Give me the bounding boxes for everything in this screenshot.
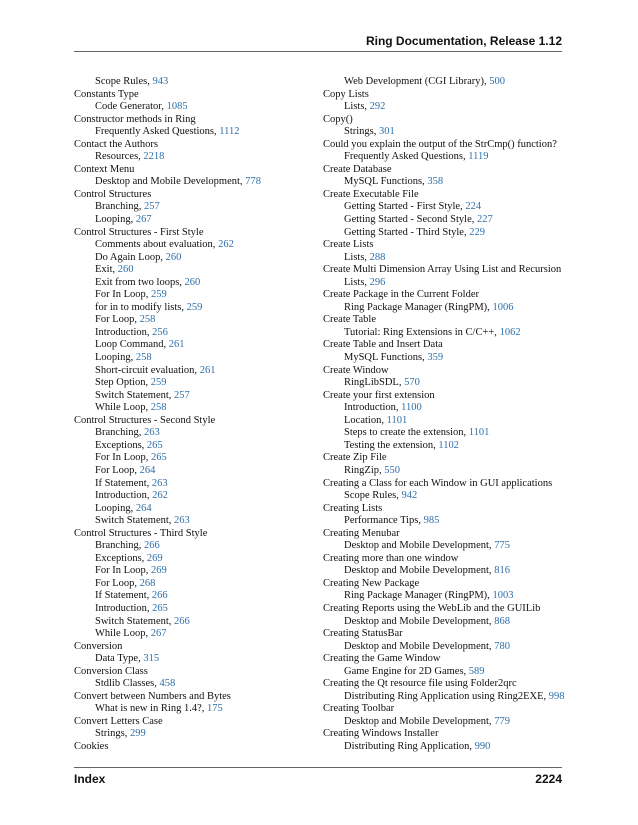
page-link[interactable]: 1100 bbox=[401, 402, 422, 414]
index-term: Exit, bbox=[95, 264, 118, 276]
index-term: Convert between Numbers and Bytes bbox=[74, 690, 231, 702]
index-term: Strings, bbox=[95, 728, 131, 740]
page-link[interactable]: 257 bbox=[174, 389, 190, 401]
index-term: Performance Tips, bbox=[344, 515, 424, 527]
index-entry bbox=[74, 139, 322, 152]
page-link[interactable]: 258 bbox=[150, 402, 167, 414]
index-subentry bbox=[74, 339, 322, 352]
index-term: Exceptions, bbox=[95, 439, 147, 451]
page-header-title: Ring Documentation, Release 1.12 bbox=[365, 34, 562, 48]
index-term: Ring Package Manager (RingPM), bbox=[344, 590, 493, 602]
index-entry bbox=[323, 365, 573, 378]
index-term: Code Generator, bbox=[95, 101, 167, 113]
index-term: MySQL Functions, bbox=[344, 176, 428, 188]
page-link[interactable]: 266 bbox=[144, 540, 160, 552]
index-term: Steps to create the extension, bbox=[344, 427, 469, 439]
index-subentry bbox=[74, 452, 322, 465]
index-term: Create Package in the Current Folder bbox=[323, 289, 479, 301]
index-subentry bbox=[74, 214, 322, 227]
index-entry bbox=[323, 553, 573, 566]
index-term: While Loop, bbox=[95, 402, 151, 414]
index-term: Location, bbox=[344, 414, 387, 426]
index-term: Looping, bbox=[95, 502, 136, 514]
page-link[interactable]: 2218 bbox=[143, 151, 165, 163]
index-entry bbox=[323, 452, 573, 465]
index-term: Desktop and Mobile Development, bbox=[344, 565, 495, 577]
page-link[interactable]: 570 bbox=[404, 377, 420, 389]
index-subentry bbox=[74, 176, 322, 189]
index-term: Lists, bbox=[344, 276, 370, 288]
index-term: Copy() bbox=[323, 113, 353, 125]
index-term: Create Database bbox=[323, 163, 392, 175]
page-link[interactable]: 1112 bbox=[219, 126, 240, 138]
index-term: Creating Menubar bbox=[323, 527, 400, 539]
page-link[interactable]: 267 bbox=[150, 628, 167, 640]
index-term: Frequently Asked Questions, bbox=[344, 151, 469, 163]
index-term: Control Structures bbox=[74, 188, 152, 200]
page-link[interactable]: 1101 bbox=[386, 414, 408, 426]
index-term: For In Loop, bbox=[95, 565, 151, 577]
page-link[interactable]: 266 bbox=[151, 590, 168, 602]
index-subentry bbox=[74, 76, 322, 89]
page-link[interactable]: 1102 bbox=[438, 439, 459, 451]
page-link[interactable]: 315 bbox=[143, 653, 160, 665]
index-term: Creating StatusBar bbox=[323, 628, 403, 640]
page-link[interactable]: 260 bbox=[184, 276, 201, 288]
index-term: Getting Started - Second Style, bbox=[344, 214, 477, 226]
index-subentry bbox=[323, 666, 573, 679]
index-entry bbox=[74, 528, 322, 541]
page-link[interactable]: 942 bbox=[401, 490, 418, 502]
index-subentry bbox=[74, 628, 322, 641]
index-term: Switch Statement, bbox=[95, 515, 175, 527]
page-link[interactable]: 224 bbox=[465, 201, 482, 213]
index-term: Creating Toolbar bbox=[323, 703, 395, 715]
index-term: Control Structures - Third Style bbox=[74, 527, 208, 539]
index-subentry bbox=[323, 741, 573, 754]
index-subentry bbox=[323, 327, 573, 340]
index-entry bbox=[323, 289, 573, 302]
page-link[interactable]: 268 bbox=[139, 577, 156, 589]
footer-section-label: Index bbox=[74, 772, 106, 786]
page-link[interactable]: 263 bbox=[151, 477, 168, 489]
index-term: Creating the Qt resource file using Folder2qrc bbox=[323, 678, 517, 690]
index-term: Looping, bbox=[95, 352, 136, 364]
index-subentry bbox=[74, 515, 322, 528]
index-term: Create Executable File bbox=[323, 188, 419, 200]
index-subentry bbox=[74, 101, 322, 114]
index-subentry bbox=[74, 314, 322, 327]
index-term: Stdlib Classes, bbox=[95, 678, 160, 690]
index-term: For Loop, bbox=[95, 577, 140, 589]
index-term: Desktop and Mobile Development, bbox=[95, 176, 246, 188]
index-term: Frequently Asked Questions, bbox=[95, 126, 220, 138]
index-term: While Loop, bbox=[95, 628, 151, 640]
page-link[interactable]: 256 bbox=[152, 326, 168, 338]
index-term: Create Multi Dimension Array Using List and Recursion bbox=[323, 264, 562, 276]
index-subentry bbox=[323, 214, 573, 227]
page-link[interactable]: 779 bbox=[494, 715, 510, 727]
page-link[interactable]: 259 bbox=[186, 301, 203, 313]
page-link[interactable]: 296 bbox=[369, 276, 386, 288]
index-term: Do Again Loop, bbox=[95, 251, 166, 263]
index-subentry bbox=[74, 503, 322, 516]
index-term: Creating more than one window bbox=[323, 552, 459, 564]
index-subentry bbox=[74, 590, 322, 603]
index-term: RingLibSDL, bbox=[344, 377, 405, 389]
footer-divider bbox=[74, 767, 562, 768]
index-entry bbox=[323, 264, 573, 277]
index-term: Creating Lists bbox=[323, 502, 383, 514]
index-term: Copy Lists bbox=[323, 88, 369, 100]
index-term: For In Loop, bbox=[95, 452, 151, 464]
index-entry bbox=[323, 578, 573, 591]
index-term: Scope Rules, bbox=[95, 76, 153, 87]
index-entry bbox=[323, 503, 573, 516]
page-link[interactable]: 1003 bbox=[492, 590, 514, 602]
index-term: Tutorial: Ring Extensions in C/C++, bbox=[344, 326, 500, 338]
index-subentry bbox=[323, 515, 573, 528]
index-term: Create Zip File bbox=[323, 452, 387, 464]
index-term: For Loop, bbox=[95, 464, 140, 476]
index-subentry bbox=[74, 151, 322, 164]
index-entry bbox=[323, 139, 573, 152]
index-term: Lists, bbox=[344, 101, 370, 113]
index-column-right bbox=[323, 76, 573, 754]
index-term: Create Lists bbox=[323, 239, 374, 251]
index-term: What is new in Ring 1.4?, bbox=[95, 703, 207, 715]
index-subentry bbox=[323, 151, 573, 164]
index-term: Resources, bbox=[95, 151, 144, 163]
index-term: Cookies bbox=[74, 740, 109, 752]
page-link[interactable]: 299 bbox=[130, 728, 146, 740]
index-term: If Statement, bbox=[95, 477, 152, 489]
index-subentry bbox=[74, 603, 322, 616]
index-term: Could you explain the output of the StrCmp() function? bbox=[323, 138, 557, 150]
index-term: Data Type, bbox=[95, 653, 144, 665]
index-entry bbox=[323, 189, 573, 202]
index-subentry bbox=[74, 201, 322, 214]
index-subentry bbox=[323, 277, 573, 290]
page-link[interactable]: 267 bbox=[135, 214, 152, 226]
page-link[interactable]: 269 bbox=[151, 565, 167, 577]
page-link[interactable]: 261 bbox=[199, 364, 216, 376]
index-term: Web Development (CGI Library), bbox=[344, 76, 490, 87]
index-entry bbox=[74, 741, 322, 754]
page-link[interactable]: 261 bbox=[168, 339, 185, 351]
index-subentry bbox=[74, 440, 322, 453]
index-term: RingZip, bbox=[344, 464, 385, 476]
page-link[interactable]: 227 bbox=[476, 214, 493, 226]
index-term: Constructor methods in Ring bbox=[74, 113, 196, 125]
page-link[interactable]: 263 bbox=[144, 427, 160, 439]
index-entry bbox=[323, 653, 573, 666]
page-link[interactable]: 269 bbox=[146, 552, 163, 564]
index-term: Create Table bbox=[323, 314, 377, 326]
index-subentry bbox=[74, 252, 322, 265]
index-subentry bbox=[74, 302, 322, 315]
index-subentry bbox=[74, 239, 322, 252]
index-subentry bbox=[74, 390, 322, 403]
page-link[interactable]: 259 bbox=[150, 377, 167, 389]
index-term: Game Engine for 2D Games, bbox=[344, 665, 469, 677]
page-link[interactable]: 288 bbox=[369, 251, 386, 263]
index-subentry bbox=[74, 352, 322, 365]
page-link[interactable]: 775 bbox=[494, 540, 510, 552]
index-entry bbox=[323, 678, 573, 691]
index-term: Creating Reports using the WebLib and the GUILib bbox=[323, 602, 541, 614]
index-term: For In Loop, bbox=[95, 289, 151, 301]
page-link[interactable]: 998 bbox=[548, 690, 565, 702]
index-term: Conversion bbox=[74, 640, 123, 652]
page-link[interactable]: 258 bbox=[139, 314, 156, 326]
index-subentry bbox=[74, 578, 322, 591]
page-link[interactable]: 589 bbox=[468, 665, 485, 677]
index-subentry bbox=[323, 76, 573, 89]
index-term: Ring Package Manager (RingPM), bbox=[344, 301, 493, 313]
index-subentry bbox=[323, 616, 573, 629]
index-term: Control Structures - First Style bbox=[74, 226, 204, 238]
index-term: MySQL Functions, bbox=[344, 352, 428, 364]
index-term: Distributing Ring Application, bbox=[344, 740, 475, 752]
index-term: Create Window bbox=[323, 364, 389, 376]
index-term: Short-circuit evaluation, bbox=[95, 364, 200, 376]
index-entry bbox=[74, 114, 322, 127]
index-subentry bbox=[74, 653, 322, 666]
index-term: Control Structures - Second Style bbox=[74, 414, 216, 426]
page-link[interactable]: 265 bbox=[146, 439, 163, 451]
index-entry bbox=[323, 164, 573, 177]
page-link[interactable]: 1119 bbox=[468, 151, 489, 163]
index-subentry bbox=[323, 126, 573, 139]
index-column-left bbox=[74, 76, 322, 754]
index-term: Introduction, bbox=[344, 402, 402, 414]
index-term: Step Option, bbox=[95, 377, 151, 389]
page-link[interactable]: 229 bbox=[469, 226, 485, 238]
index-subentry bbox=[74, 678, 322, 691]
index-subentry bbox=[323, 440, 573, 453]
page-link[interactable]: 816 bbox=[494, 565, 510, 577]
page-link[interactable]: 500 bbox=[489, 76, 505, 87]
index-subentry bbox=[323, 227, 573, 240]
page-link[interactable]: 1101 bbox=[468, 427, 490, 439]
index-subentry bbox=[74, 565, 322, 578]
index-term: Creating New Package bbox=[323, 577, 420, 589]
index-subentry bbox=[323, 402, 573, 415]
page-link[interactable]: 943 bbox=[152, 76, 169, 87]
index-entry bbox=[74, 716, 322, 729]
page-link[interactable]: 175 bbox=[206, 703, 223, 715]
index-term: Desktop and Mobile Development, bbox=[344, 640, 495, 652]
page-link[interactable]: 1085 bbox=[166, 101, 188, 113]
index-term: Exit from two loops, bbox=[95, 276, 185, 288]
header-divider bbox=[74, 51, 562, 52]
index-term: Lists, bbox=[344, 251, 370, 263]
page-link[interactable]: 265 bbox=[152, 602, 168, 614]
page-link[interactable]: 257 bbox=[144, 201, 160, 213]
index-term: Constants Type bbox=[74, 88, 139, 100]
page-link[interactable]: 458 bbox=[159, 678, 176, 690]
index-entry bbox=[74, 89, 322, 102]
page-link[interactable]: 264 bbox=[135, 502, 152, 514]
index-entry bbox=[323, 603, 573, 616]
page-link[interactable]: 358 bbox=[427, 176, 444, 188]
index-subentry bbox=[323, 176, 573, 189]
index-subentry bbox=[323, 490, 573, 503]
index-subentry bbox=[323, 427, 573, 440]
index-subentry bbox=[323, 352, 573, 365]
index-entry bbox=[323, 339, 573, 352]
index-subentry bbox=[74, 616, 322, 629]
index-term: Distributing Ring Application using Ring2EXE, bbox=[344, 690, 549, 702]
page-link[interactable]: 259 bbox=[151, 289, 167, 301]
index-term: Branching, bbox=[95, 427, 144, 439]
index-entry bbox=[74, 227, 322, 240]
index-subentry bbox=[74, 728, 322, 741]
index-term: Contact the Authors bbox=[74, 138, 158, 150]
index-term: Creating Windows Installer bbox=[323, 728, 439, 740]
page-link[interactable]: 1006 bbox=[492, 301, 514, 313]
index-entry bbox=[74, 691, 322, 704]
index-term: Context Menu bbox=[74, 163, 135, 175]
index-entry bbox=[323, 239, 573, 252]
index-subentry bbox=[323, 252, 573, 265]
page-link[interactable]: 1062 bbox=[499, 326, 521, 338]
page-link[interactable]: 778 bbox=[245, 176, 261, 188]
index-subentry bbox=[323, 641, 573, 654]
index-subentry bbox=[74, 540, 322, 553]
index-subentry bbox=[74, 703, 322, 716]
index-subentry bbox=[74, 277, 322, 290]
index-entry bbox=[74, 641, 322, 654]
page-link[interactable]: 264 bbox=[139, 464, 156, 476]
index-term: For Loop, bbox=[95, 314, 140, 326]
page-link[interactable]: 263 bbox=[174, 515, 190, 527]
index-term: Scope Rules, bbox=[344, 490, 402, 502]
page-link[interactable]: 301 bbox=[379, 126, 395, 138]
index-subentry bbox=[74, 478, 322, 491]
index-term: Conversion Class bbox=[74, 665, 148, 677]
index-entry bbox=[323, 390, 573, 403]
page-link[interactable]: 266 bbox=[174, 615, 190, 627]
index-term: Switch Statement, bbox=[95, 615, 175, 627]
index-subentry bbox=[74, 289, 322, 302]
index-entry bbox=[323, 89, 573, 102]
index-term: Introduction, bbox=[95, 490, 153, 502]
index-term: Introduction, bbox=[95, 326, 153, 338]
index-subentry bbox=[74, 465, 322, 478]
index-entry bbox=[74, 164, 322, 177]
index-entry bbox=[323, 528, 573, 541]
index-term: Getting Started - First Style, bbox=[344, 201, 466, 213]
index-entry bbox=[323, 478, 573, 491]
index-subentry bbox=[74, 327, 322, 340]
index-entry bbox=[323, 703, 573, 716]
index-subentry bbox=[74, 402, 322, 415]
index-term: Creating the Game Window bbox=[323, 653, 441, 665]
index-subentry bbox=[323, 716, 573, 729]
index-subentry bbox=[74, 490, 322, 503]
index-term: Branching, bbox=[95, 201, 144, 213]
index-term: Strings, bbox=[344, 126, 380, 138]
page-link[interactable]: 985 bbox=[423, 515, 440, 527]
page-link[interactable]: 868 bbox=[494, 615, 510, 627]
index-entry bbox=[74, 415, 322, 428]
index-term: Loop Command, bbox=[95, 339, 169, 351]
index-subentry bbox=[74, 365, 322, 378]
page-link[interactable]: 258 bbox=[135, 352, 152, 364]
index-term: Testing the extension, bbox=[344, 439, 439, 451]
index-term: Create your first extension bbox=[323, 389, 435, 401]
index-term: for in to modify lists, bbox=[95, 301, 187, 313]
index-subentry bbox=[323, 465, 573, 478]
index-subentry bbox=[323, 302, 573, 315]
index-entry bbox=[323, 114, 573, 127]
page-link[interactable]: 550 bbox=[384, 464, 401, 476]
index-entry bbox=[74, 666, 322, 679]
page-link[interactable]: 990 bbox=[474, 740, 491, 752]
index-term: Desktop and Mobile Development, bbox=[344, 540, 495, 552]
index-term: Convert Letters Case bbox=[74, 715, 163, 727]
footer-page-number: 2224 bbox=[535, 772, 562, 786]
index-subentry bbox=[323, 377, 573, 390]
index-term: Looping, bbox=[95, 214, 136, 226]
page-link[interactable]: 262 bbox=[218, 239, 234, 251]
index-subentry bbox=[323, 565, 573, 578]
page-link[interactable]: 260 bbox=[165, 251, 182, 263]
index-term: Exceptions, bbox=[95, 552, 147, 564]
index-term: Desktop and Mobile Development, bbox=[344, 715, 495, 727]
index-subentry bbox=[323, 101, 573, 114]
page-link[interactable]: 292 bbox=[369, 101, 386, 113]
index-term: Creating a Class for each Window in GUI applications bbox=[323, 477, 553, 489]
index-term: Switch Statement, bbox=[95, 389, 175, 401]
index-subentry bbox=[74, 126, 322, 139]
index-entry bbox=[74, 189, 322, 202]
index-term: Introduction, bbox=[95, 602, 153, 614]
index-entry bbox=[323, 314, 573, 327]
index-entry bbox=[323, 628, 573, 641]
index-subentry bbox=[323, 540, 573, 553]
index-subentry bbox=[323, 590, 573, 603]
page-link[interactable]: 780 bbox=[494, 640, 510, 652]
index-subentry bbox=[74, 377, 322, 390]
page-link[interactable]: 265 bbox=[151, 452, 167, 464]
index-subentry bbox=[74, 427, 322, 440]
index-term: If Statement, bbox=[95, 590, 152, 602]
index-term: Comments about evaluation, bbox=[95, 239, 219, 251]
index-term: Desktop and Mobile Development, bbox=[344, 615, 495, 627]
index-entry bbox=[323, 728, 573, 741]
page-link[interactable]: 262 bbox=[152, 490, 168, 502]
index-term: Create Table and Insert Data bbox=[323, 339, 443, 351]
index-subentry bbox=[74, 553, 322, 566]
index-subentry bbox=[74, 264, 322, 277]
page-link[interactable]: 359 bbox=[427, 352, 444, 364]
index-subentry bbox=[323, 691, 573, 704]
page-link[interactable]: 260 bbox=[117, 264, 134, 276]
index-subentry bbox=[323, 415, 573, 428]
index-subentry bbox=[323, 201, 573, 214]
index-term: Getting Started - Third Style, bbox=[344, 226, 470, 238]
index-term: Branching, bbox=[95, 540, 144, 552]
